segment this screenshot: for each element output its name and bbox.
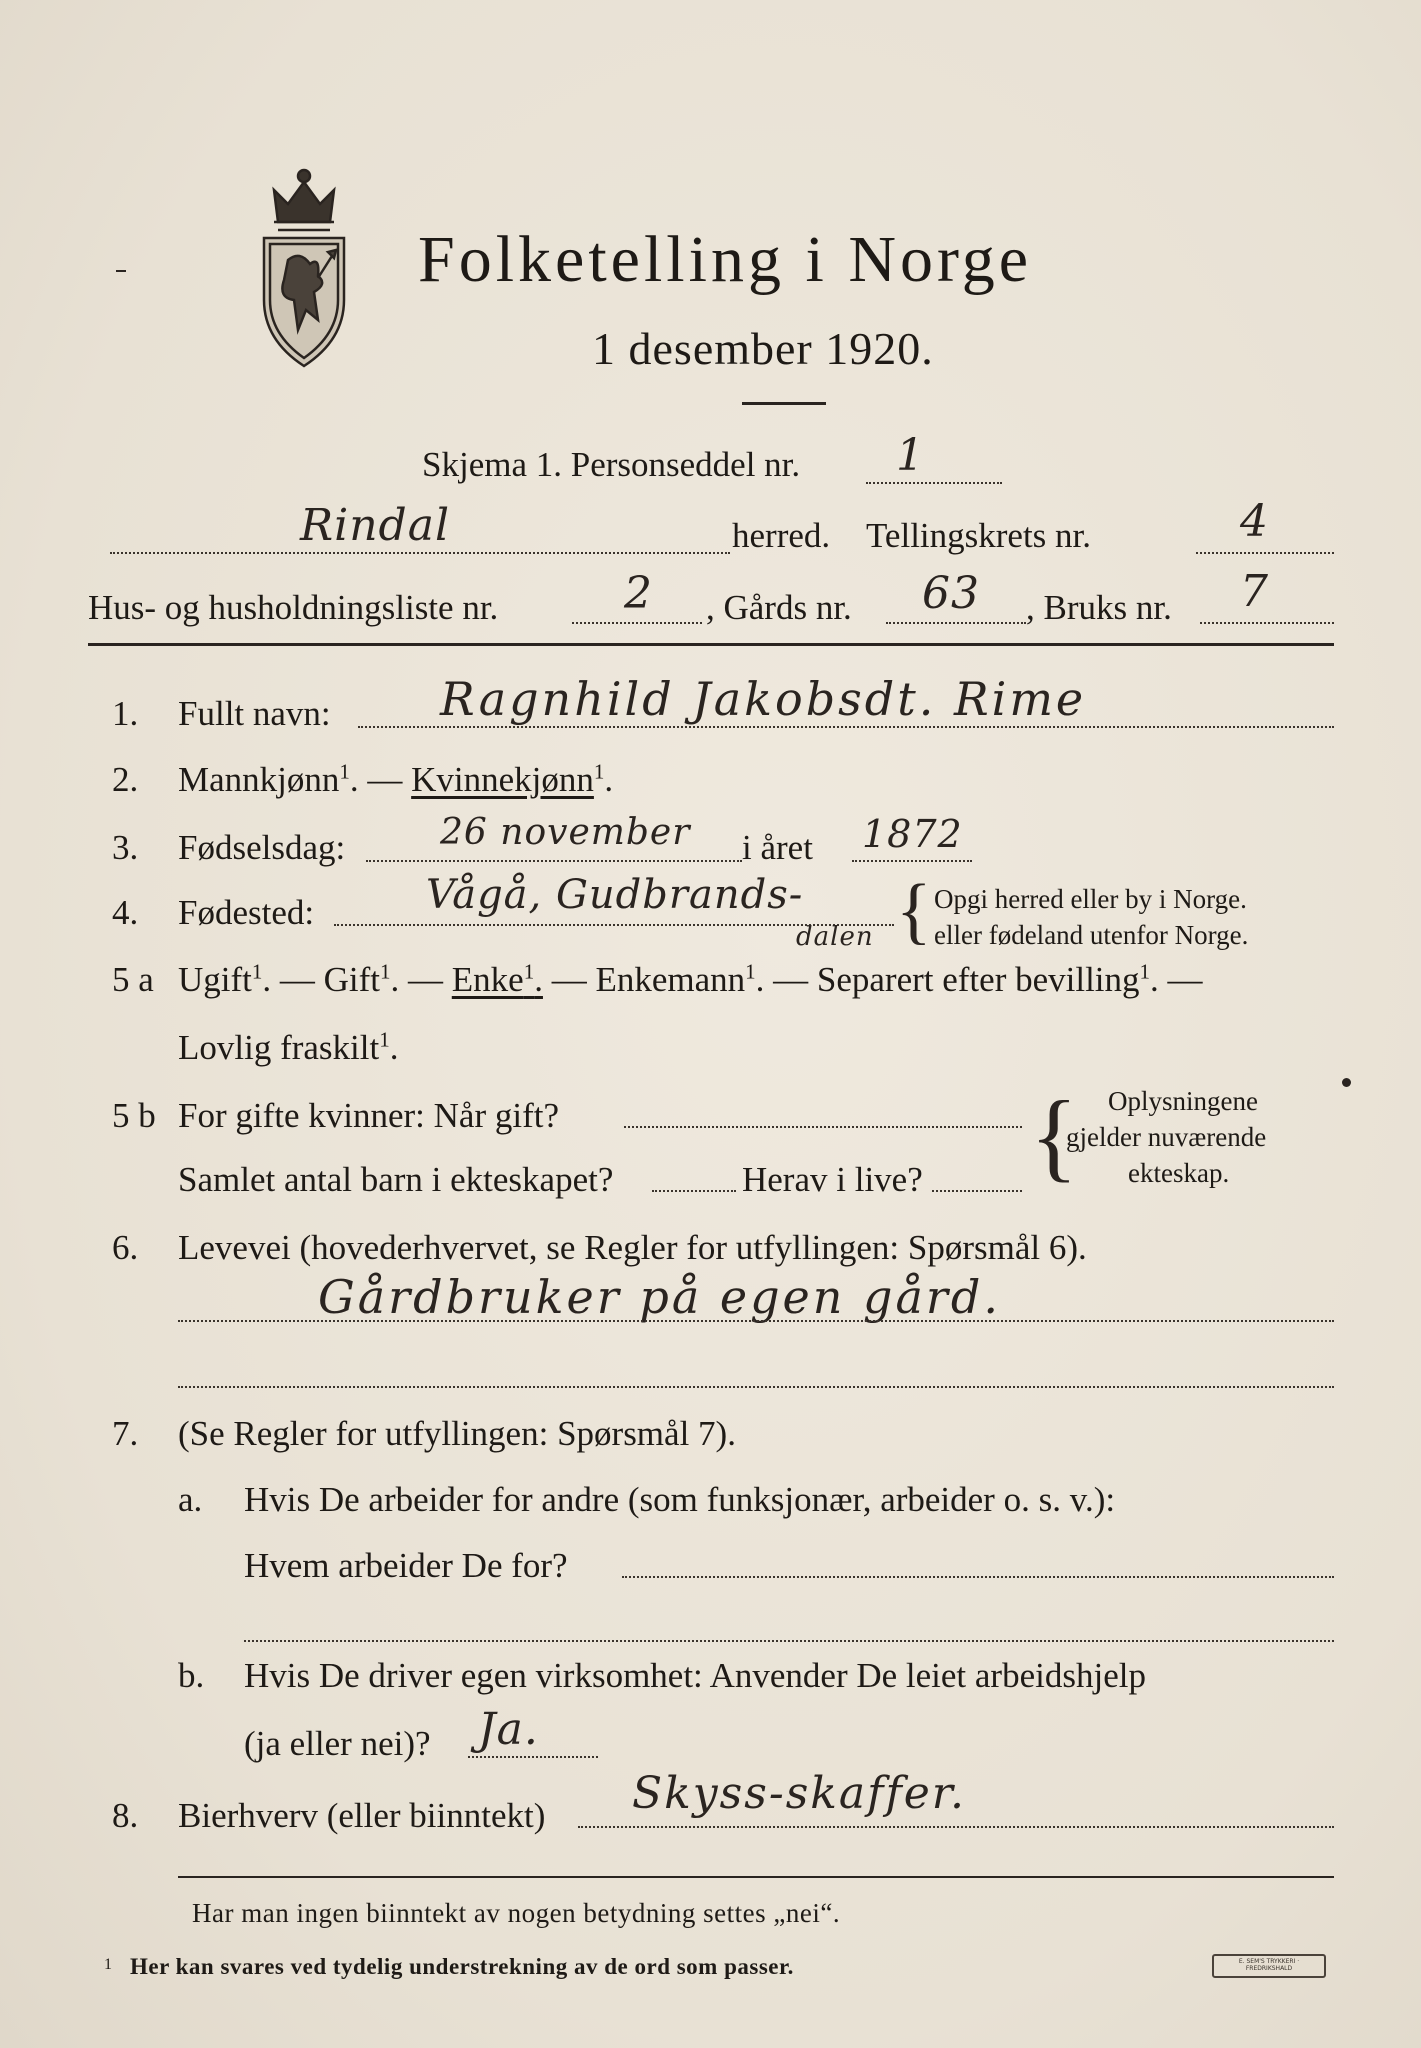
form-date: 1 desember 1920. xyxy=(592,323,934,374)
q1-label: Fullt navn: xyxy=(178,694,331,733)
q5b-children-field-line xyxy=(652,1190,736,1192)
q5b-label2: Samlet antal barn i ekteskapet? xyxy=(178,1160,614,1199)
q4-number: 4. xyxy=(112,893,139,932)
q3-year-value[interactable]: 1872 xyxy=(862,812,963,856)
q6-field-line2 xyxy=(178,1386,1334,1388)
q7b-letter: b. xyxy=(178,1656,205,1695)
tellingskrets-label: Tellingskrets nr. xyxy=(866,516,1092,555)
q5a-ugift-option[interactable]: Ugift xyxy=(178,960,252,999)
herred-field-line xyxy=(110,552,730,554)
q5a-enke-option[interactable]: Enke$^1$. xyxy=(451,959,543,999)
q5a-number: 5 a xyxy=(112,960,154,999)
tellingskrets-field-line xyxy=(1196,552,1334,554)
q5b-note1: Oplysningene xyxy=(1108,1086,1258,1116)
q8-number: 8. xyxy=(112,1796,139,1835)
footnote-mark: 1 xyxy=(104,1956,112,1973)
q7b-value[interactable]: Ja. xyxy=(478,1704,539,1755)
herred-value[interactable]: Rindal xyxy=(300,500,451,551)
q3-label: Fødselsdag: xyxy=(178,828,346,867)
q6-number: 6. xyxy=(112,1228,139,1267)
printer-stamp: E. SEM'S TRYKKERI · FREDRIKSHALD xyxy=(1212,1954,1326,1978)
margin-mark xyxy=(116,270,126,272)
q7a-field-line2 xyxy=(244,1640,1334,1642)
hus-value[interactable]: 2 xyxy=(624,568,653,619)
hus-field-line xyxy=(572,622,702,624)
q5b-when-field-line xyxy=(624,1126,1022,1128)
q5a-gift-option[interactable]: Gift xyxy=(323,960,381,999)
q5a-lovlig-line: Lovlig fraskilt$^1$. xyxy=(178,1027,399,1067)
q5b-note3: ekteskap. xyxy=(1128,1158,1230,1188)
q5b-number: 5 b xyxy=(112,1096,156,1135)
q8-label: Bierhverv (eller biinntekt) xyxy=(178,1796,546,1835)
gards-field-line xyxy=(886,622,1026,624)
form-title: Folketelling i Norge xyxy=(418,223,1033,296)
bruks-value[interactable]: 7 xyxy=(1240,566,1269,617)
q5a-separert-option[interactable]: Separert efter bevilling xyxy=(816,960,1140,999)
q2-options: Mannkjønn$^1$. — Kvinnekjønn$^1$. xyxy=(178,759,614,799)
q5a-lovlig-option[interactable]: Lovlig fraskilt xyxy=(178,1028,380,1067)
q4-value-line1[interactable]: Vågå, Gudbrands- xyxy=(426,872,804,918)
q2-number: 2. xyxy=(112,760,139,799)
q7a-field-line1 xyxy=(622,1576,1334,1578)
q4-label: Fødested: xyxy=(178,893,315,932)
gards-value[interactable]: 63 xyxy=(922,568,980,619)
footer-divider xyxy=(178,1876,1334,1878)
q6-value[interactable]: Gårdbruker på egen gård. xyxy=(318,1270,1001,1324)
skjema-label: Skjema 1. Personseddel nr. xyxy=(422,445,801,484)
q5b-living-field-line xyxy=(932,1190,1022,1192)
skjema-value[interactable]: 1 xyxy=(896,430,925,481)
bruks-field-line xyxy=(1200,622,1334,624)
q5b-note2: gjelder nuværende xyxy=(1066,1122,1267,1152)
q1-number: 1. xyxy=(112,694,139,733)
header-divider xyxy=(88,643,1334,646)
q7b-question: (ja eller nei)? xyxy=(244,1724,431,1763)
q7a-letter: a. xyxy=(178,1480,203,1519)
skjema-field-line xyxy=(866,482,1002,484)
q1-value[interactable]: Ragnhild Jakobsdt. Rime xyxy=(440,672,1087,726)
q5b-label1: For gifte kvinner: Når gift? xyxy=(178,1096,560,1135)
q7-number: 7. xyxy=(112,1414,139,1453)
ink-dot xyxy=(1342,1078,1351,1087)
bruks-label: , Bruks nr. xyxy=(1026,588,1172,627)
footnote-text: Her kan svares ved tydelig understrekning av de ord som passer. xyxy=(130,1954,794,1979)
q4-note-line1: Opgi herred eller by i Norge. xyxy=(934,884,1247,914)
q5b-note-brace: { xyxy=(1030,1080,1078,1191)
q6-label: Levevei (hovederhvervet, se Regler for utfyllingen: Spørsmål 6). xyxy=(178,1228,1087,1267)
q5a-options: Ugift$^1$. — Gift$^1$. — Enke$^1$. — Enkemann$^1$. — Separert efter bevilling$^1$. — xyxy=(178,959,1203,999)
q3-field-line xyxy=(366,860,742,862)
q3-number: 3. xyxy=(112,828,139,867)
q2-kvinne-option[interactable]: Kvinnekjønn xyxy=(411,760,594,799)
q3-year-label: i året xyxy=(742,828,813,867)
q4-value-line2[interactable]: dalen xyxy=(796,922,874,952)
q7b-text: Hvis De driver egen virksomhet: Anvender De leiet arbeidshjelp xyxy=(244,1656,1146,1695)
coat-of-arms-icon xyxy=(248,160,360,370)
q4-note-line2: eller fødeland utenfor Norge. xyxy=(934,920,1249,950)
q1-field-line xyxy=(358,726,1334,728)
q7a-text: Hvis De arbeider for andre (som funksjonær, arbeider o. s. v.): xyxy=(244,1480,1116,1519)
q4-note-brace: { xyxy=(896,870,932,952)
title-divider xyxy=(742,402,826,405)
herred-label: herred. xyxy=(732,516,831,555)
q8-value[interactable]: Skyss-skaffer. xyxy=(632,1768,966,1819)
q3-year-field-line xyxy=(852,860,972,862)
q6-field-line1 xyxy=(178,1320,1334,1322)
q5b-label3: Herav i live? xyxy=(742,1160,923,1199)
q2-mann-option[interactable]: Mannkjønn xyxy=(178,760,340,799)
tellingskrets-value[interactable]: 4 xyxy=(1240,496,1269,547)
q8-field-line xyxy=(578,1826,1334,1828)
footer-note: Har man ingen biinntekt av nogen betydning settes „nei“. xyxy=(192,1898,841,1928)
q3-value[interactable]: 26 november xyxy=(440,812,691,853)
q7b-field-line xyxy=(468,1756,598,1758)
q5a-enkemann-option[interactable]: Enkemann xyxy=(595,960,746,999)
q7a-question: Hvem arbeider De for? xyxy=(244,1546,568,1585)
hus-label: Hus- og husholdningsliste nr. xyxy=(88,588,499,627)
gards-label: , Gårds nr. xyxy=(706,588,852,627)
q7-label: (Se Regler for utfyllingen: Spørsmål 7). xyxy=(178,1414,736,1453)
